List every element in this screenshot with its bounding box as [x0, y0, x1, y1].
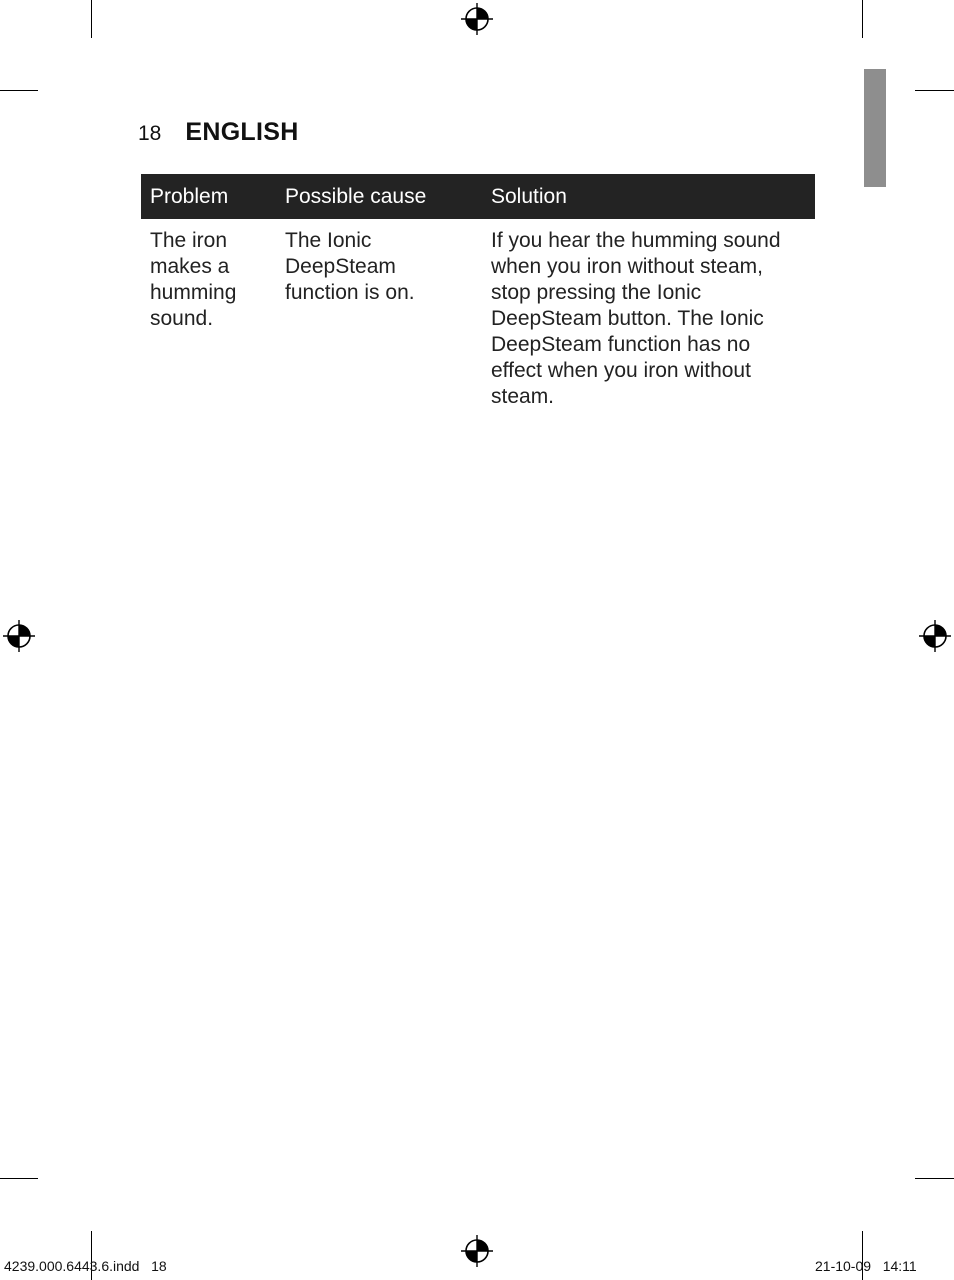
registration-crosshair-icon	[2, 619, 36, 653]
crop-mark-right-top	[915, 90, 954, 91]
language-side-tab	[864, 69, 886, 187]
crop-mark-left-top	[0, 90, 38, 91]
column-header-possible-cause: Possible cause	[276, 174, 482, 219]
registration-crosshair-icon	[918, 619, 952, 653]
registration-crosshair-icon	[460, 2, 494, 36]
crop-mark-top-left	[91, 0, 92, 38]
crop-mark-top-right	[862, 0, 863, 38]
cell-possible-cause: The Ionic DeepSteam function is on.	[285, 229, 415, 304]
crop-mark-left-bottom	[0, 1178, 38, 1179]
crop-mark-right-bottom	[915, 1178, 954, 1179]
footer-date-time: 21-10-09 14:11	[815, 1258, 917, 1274]
table-header-row	[141, 174, 815, 219]
page-title: ENGLISH	[185, 118, 299, 146]
troubleshooting-table	[141, 174, 815, 410]
registration-crosshair-icon	[460, 1234, 494, 1268]
column-header-problem: Problem	[141, 174, 276, 219]
page-header	[138, 118, 299, 150]
page-number: 18	[138, 122, 162, 145]
table-row	[141, 219, 815, 410]
cell-problem: The iron makes a humming sound.	[150, 229, 237, 330]
cell-solution: If you hear the humming sound when you iron without steam, stop pressing the Ionic DeepSteam button. The Ionic DeepSteam function has no effect when you iron without steam.	[491, 229, 781, 408]
column-header-solution: Solution	[482, 174, 815, 219]
footer-file-info: 4239.000.6443.6.indd 18	[4, 1258, 167, 1274]
